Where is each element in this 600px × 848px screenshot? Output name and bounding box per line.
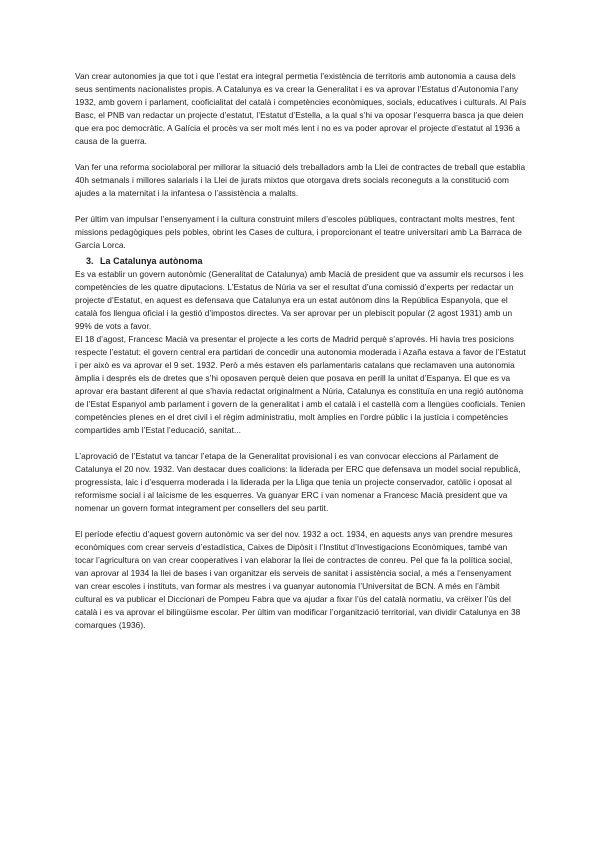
paragraph-ensenyament: Per últim van impulsar l’ensenyament i la cultura construint milers d’escoles públiques, contractant molts mestres, fent missions pedagògiques pels pobles, obrint les Cases de cultura, i proporcionant el teatre universitari amb La Barraca de García Lorca.: [75, 214, 522, 250]
section-number: 3.: [86, 256, 94, 266]
paragraph-gap: [75, 200, 527, 213]
document-body: [75, 70, 527, 632]
paragraph-gap: [75, 515, 527, 528]
paragraph-govern-autonomic: Es va establir un govern autonòmic (Generalitat de Catalunya) amb Macià de president que va assumir els recursos i les competències de les quatre diputacions. L’Estatus de Núria va ser el resultat d’una comissió d’experts per redactar un projecte d’Estatut, en aquest es defensava que Catalunya era un estat autònom dins la República Espanyola, que el català fos llengua oficial i la gestió d’impostos directes. Va ser aprovar per un plebiscit popular (2 agost 1931) amb un 99% de vots a favor.: [75, 269, 524, 331]
paragraph-gap: [75, 437, 527, 450]
paragraph-gap: [75, 148, 527, 161]
paragraph-autonomies: Van crear autonomies ja que tot i que l’estat era integral permetia l’existència de territoris amb autonomia a causa dels seus sentiments nacionalistes propis. A Catalunya es va crear la Generalitat i es va aprovar l’Estatus d’Autonomia l’any 1932, amb govern i parlament, cooficialitat del català i competències econòmiques, socials, educatives i culturals. Al País Basc, el PNB van redactar un projecte d’estatut, l’Estatut d’Estella, a la qual s’hi va oposar l’esquerra basca ja que deien que era poc democràtic. A Galícia el procès va ser molt més lent i no es va poder aprovar el projecte d’estatut al 1936 a causa de la guerra.: [75, 71, 527, 146]
paragraph-sociolaboral: Van fer una reforma sociolaboral per millorar la situació dels treballadors amb la Llei de contractes de treball que establia 40h setmanals i millores salarials i la Llei de jurats mixtos que otorgava drets socials reconeguts a la constitució com ajudes a la maternitat i la infantesa o l’assistència a malalts.: [75, 162, 526, 198]
paragraph-18-agost: El 18 d’agost, Francesc Macià va presentar el projecte a les corts de Madrid perquè s’aprovés. Hi havia tres posicions respecte l’estatut: el govern central era partidari de concedir una autonomia moderada i Azaña estava a favor de l’Estatut i per això es va aprovar el 9 set. 1932. Però a més estaven els parlamentaris catalans que reclamaven una autonomia àmplia i després els de dretes que s’hi oposaven perquè deien que posava en perill la unitat d’Espanya. El que es va aprovar era bastant diferent al que s’havia redactat originalment a Núria, Catalunya es constituïa en una regió autònoma de l’Estat Espanyol amb parlament i govern de la generalitat i amb el català i el castellà com a llengües cooficials. Tenien competències plenes en el dret civil i el règim administratiu, molt àmplies en l’ordre públic i la justícia i competències compartides amb l’Estat l’educació, sanitat...: [75, 334, 526, 435]
paragraph-periode-efectiu: El període efectiu d’aquest govern autonòmic va ser del nov. 1932 a oct. 1934, en aquests anys van prendre mesures econòmiques com crear serveis d’estadística, Caixes de Dipòsit i l’Institut d’Investigacions Econòmiques, també van tocar l’agricultura on van crear cooperatives i van elaborar la llei de contractes de conreu. Pel que fa la política social, van aprovar al 1934 la llei de bases i van organitzar els serveis de sanitat i assistència social, a més a l’ensenyament van crear escoles i instituts, van formar als mestres i va guanyar autonomia l’Universitat de BCN. A més en l’àmbit cultural es va publicar el Diccionari de Pompeu Fabra que va ajudar a fixar l’ús del català normatiu, va crëixer l’ús del català i es va aprovar el bilingüisme escolar. Per últim van modificar l’organització territorial, van dividir Catalunya en 38 comarques (1936).: [75, 529, 521, 630]
section-heading: [75, 254, 527, 268]
section-title: La Catalunya autònoma: [100, 256, 203, 266]
paragraph-aprovacio-estatut: L’aprovació de l’Estatut va tancar l’etapa de la Generalitat provisional i es van convocar eleccions al Parlament de Catalunya el 20 nov. 1932. Van destacar dues coalicions: la liderada per ERC que defensava un model social republicà, progressista, laic i d’esquerra moderada i la liderada per la Lliga que tenia un projecte conservador, catòlic i oposat al reformisme social i al laïcisme de les esquerres. Va guanyar ERC i van nomenar a Francesc Macià president que va nomenar un govern format integrament per consellers del seu partit.: [75, 451, 521, 513]
